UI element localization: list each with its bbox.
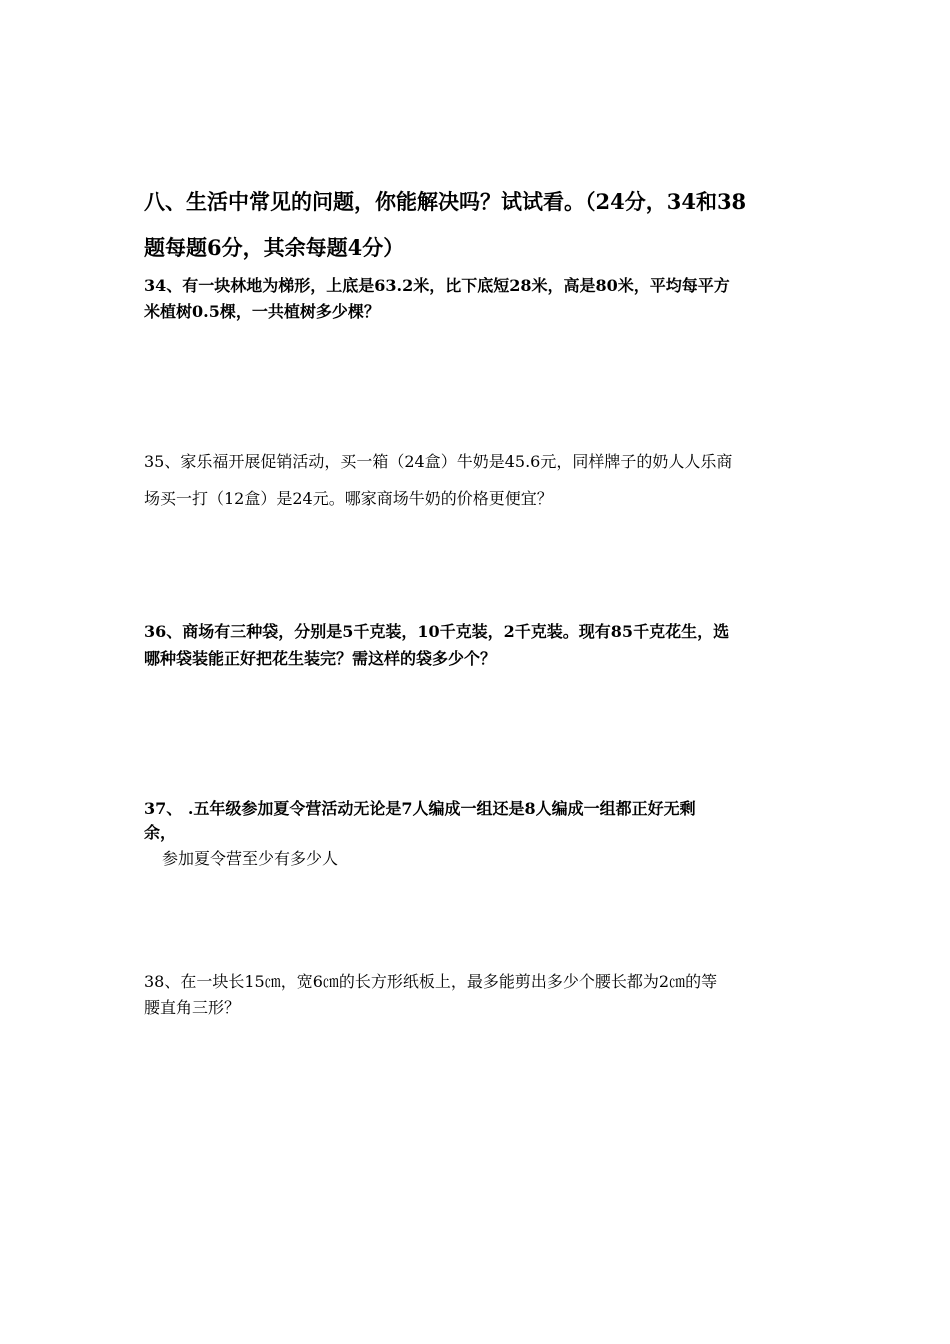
question-37-line3: 参加夏令营至少有多少人 bbox=[162, 849, 339, 868]
section-title-line1: 八、生活中常见的问题，你能解决吗？试试看。（24分，34和38 bbox=[144, 189, 747, 214]
question-35-line1: 35、家乐福开展促销活动，买一箱（24盒）牛奶是45.6元，同样牌子的奶人人乐商 bbox=[144, 452, 733, 471]
question-35-line2: 场买一打（12盒）是24元。哪家商场牛奶的价格更便宜？ bbox=[144, 489, 553, 508]
question-36-line2: 哪种袋装能正好把花生装完？需这样的袋多少个？ bbox=[144, 649, 497, 668]
question-37-line2: 余， bbox=[144, 823, 177, 842]
question-38-line1: 38、在一块长15㎝，宽6㎝的长方形纸板上，最多能剪出多少个腰长都为2㎝的等 bbox=[144, 972, 718, 991]
question-34-line2: 米植树0.5棵，一共植树多少棵？ bbox=[144, 302, 380, 321]
question-37-line1: 37、 .五年级参加夏令营活动无论是7人编成一组还是8人编成一组都正好无剩 bbox=[144, 799, 696, 818]
question-34-line1: 34、有一块林地为梯形，上底是63.2米，比下底短28米，高是80米，平均每平方 bbox=[144, 276, 730, 295]
question-38-line2: 腰直角三形？ bbox=[144, 998, 241, 1017]
question-36-line1: 36、商场有三种袋，分别是5千克装，10千克装，2千克装。现有85千克花生，选 bbox=[144, 622, 730, 641]
section-title-line2: 题每题6分，其余每题4分） bbox=[144, 235, 405, 260]
